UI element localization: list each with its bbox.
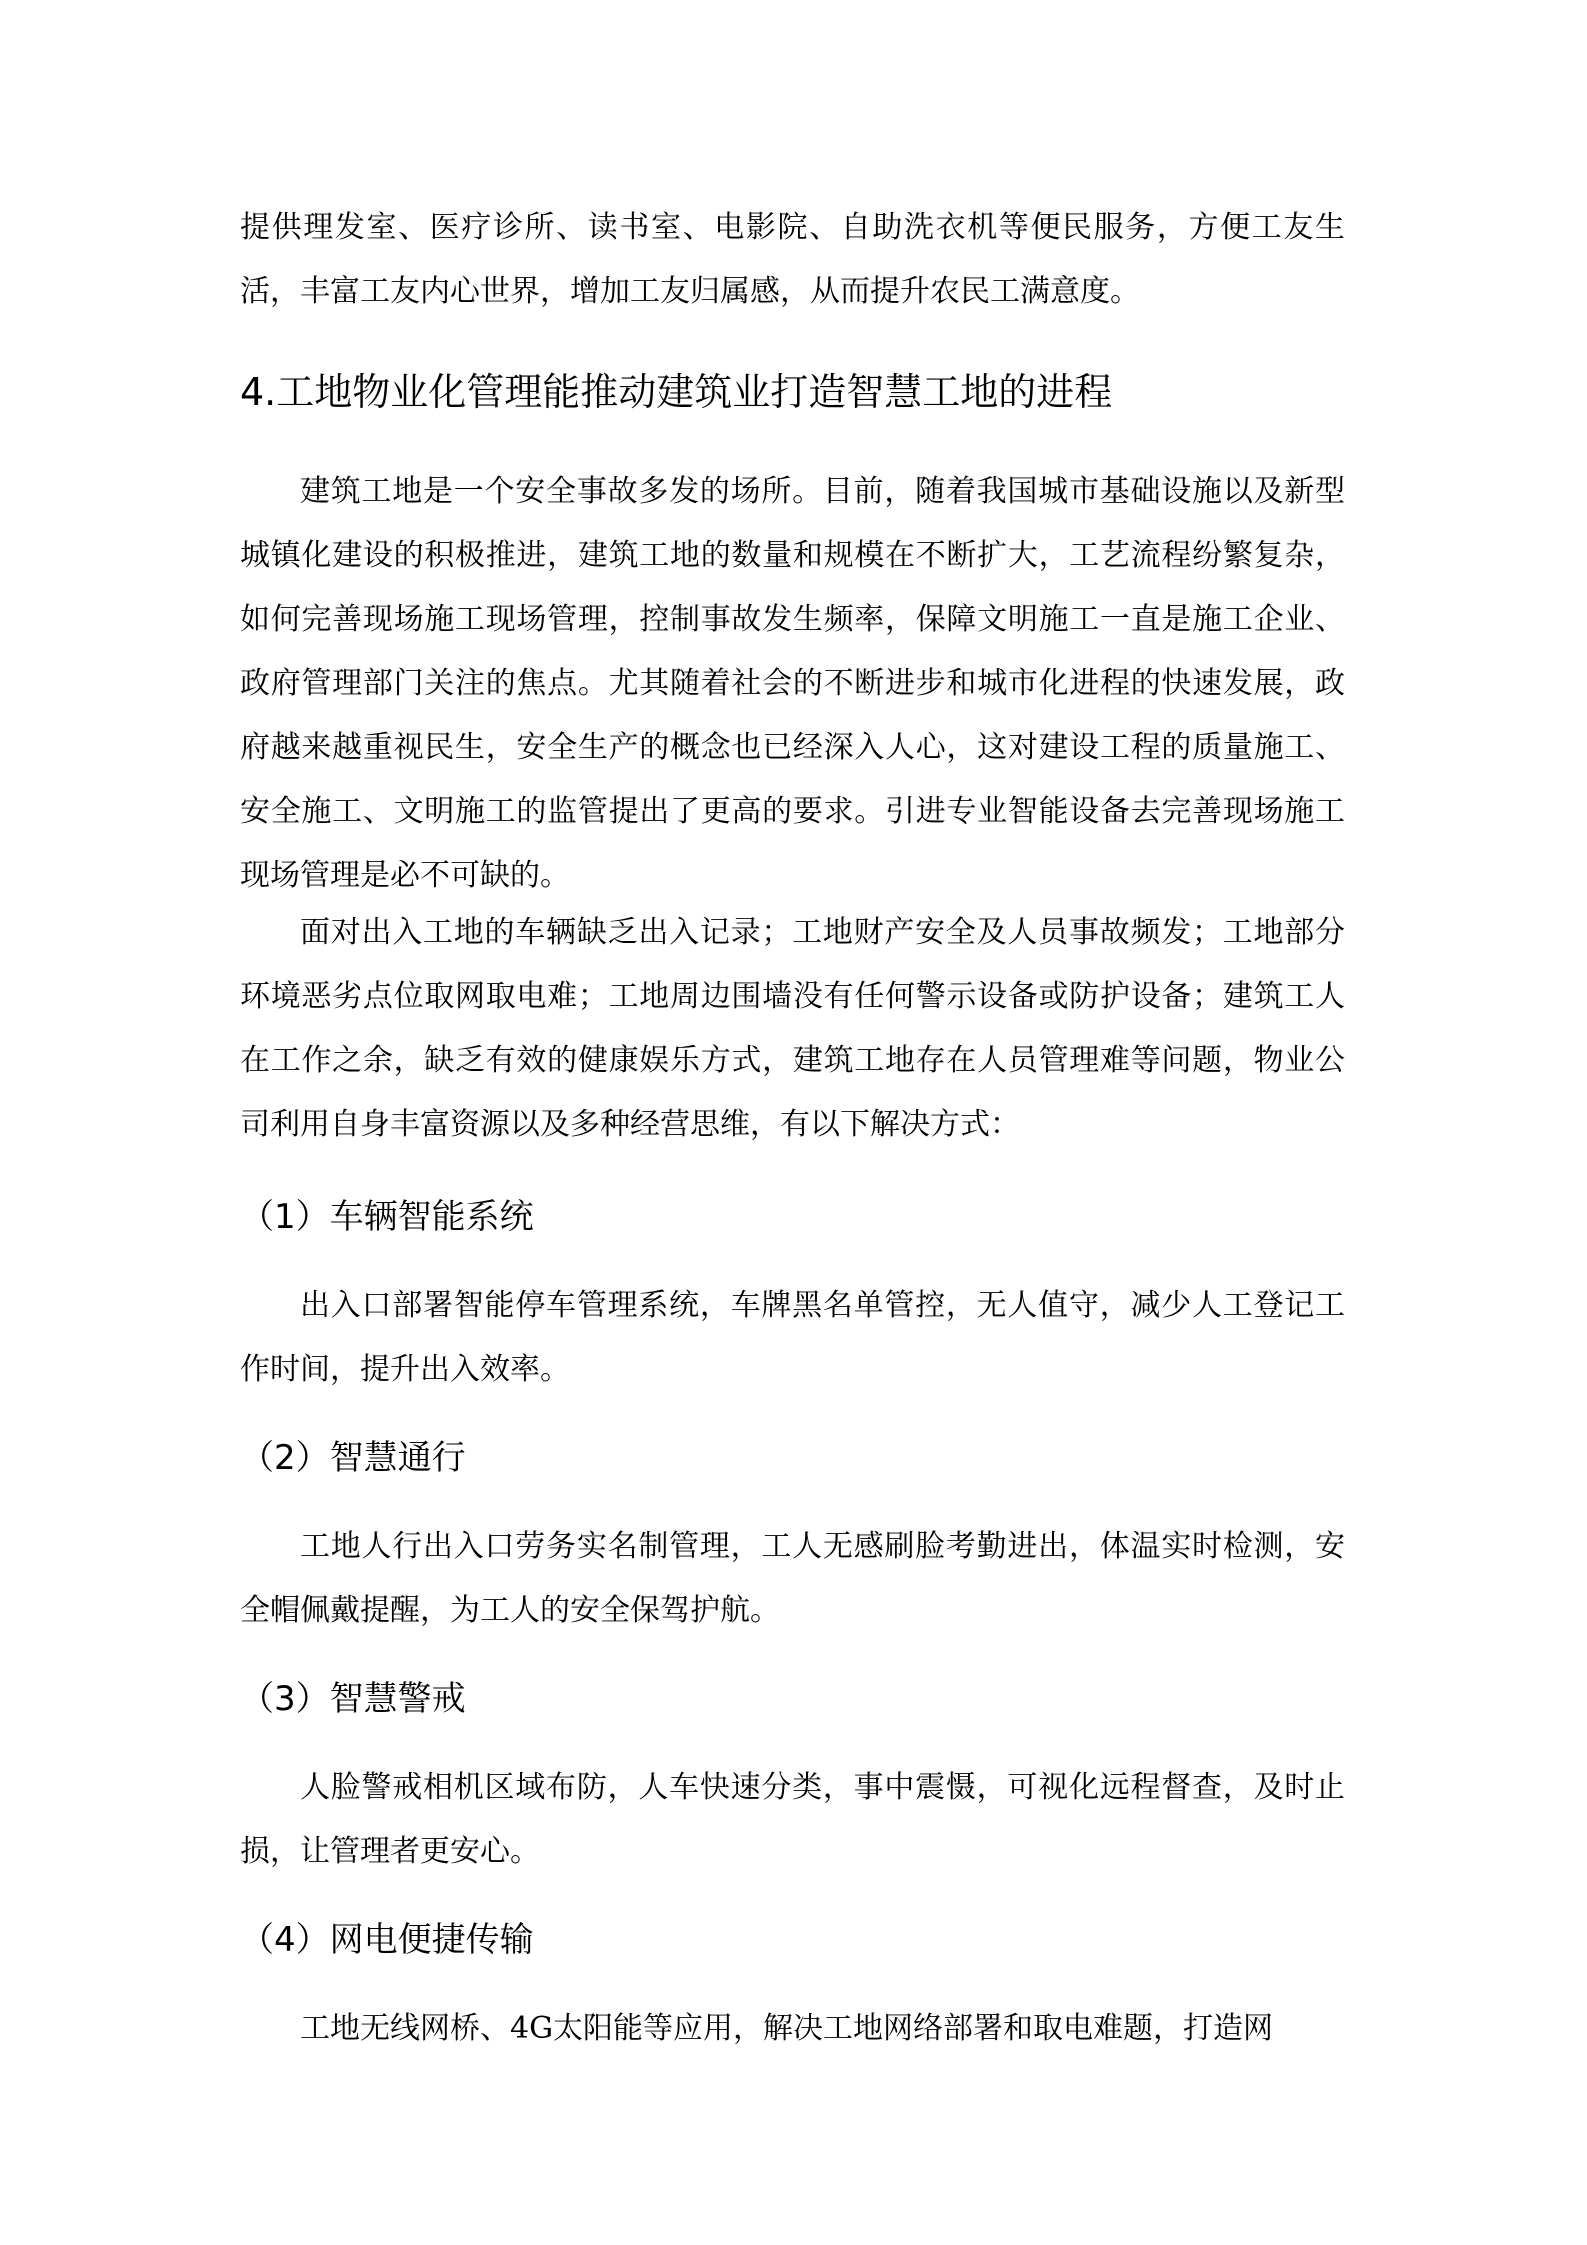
section-4-paragraph-2: 面对出入工地的车辆缺乏出入记录；工地财产安全及人员事故频发；工地部分环境恶劣点位取网取电难；工地周边围墙没有任何警示设备或防护设备；建筑工人在工作之余，缺乏有效的健康娱乐方式，建筑工地存在人员管理难等问题，物业公司利用自身丰富资源以及多种经营思维，有以下解决方式：: [240, 915, 1345, 1142]
section-4-heading: 4.工地物业化管理能推动建筑业打造智慧工地的进程: [240, 370, 1113, 414]
item-4-title: （4）网电便捷传输: [240, 1920, 534, 1960]
item-1-body: 出入口部署智能停车管理系统，车牌黑名单管控，无人值守，减少人工登记工作时间，提升出入效率。: [240, 1288, 1345, 1387]
continuation-paragraph: 提供理发室、医疗诊所、读书室、电影院、自助洗衣机等便民服务，方便工友生活，丰富工友内心世界，增加工友归属感，从而提升农民工满意度。: [240, 210, 1345, 309]
item-2-title: （2）智慧通行: [240, 1438, 466, 1478]
item-3-title: （3）智慧警戒: [240, 1679, 466, 1719]
item-1-title: （1）车辆智能系统: [240, 1197, 534, 1237]
item-4-body: 工地无线网桥、4G太阳能等应用，解决工地网络部署和取电难题，打造网: [300, 2011, 1274, 2046]
item-3-body: 人脸警戒相机区域布防，人车快速分类，事中震慑，可视化远程督查，及时止损，让管理者更安心。: [240, 1770, 1345, 1869]
section-4-paragraph-1: 建筑工地是一个安全事故多发的场所。目前，随着我国城市基础设施以及新型城镇化建设的积极推进，建筑工地的数量和规模在不断扩大，工艺流程纷繁复杂，如何完善现场施工现场管理，控制事故发生频率，保障文明施工一直是施工企业、政府管理部门关注的焦点。尤其随着社会的不断进步和城市化进程的快速发展，政府越来越重视民生，安全生产的概念也已经深入人心，这对建设工程的质量施工、安全施工、文明施工的监管提出了更高的要求。引进专业智能设备去完善现场施工现场管理是必不可缺的。: [240, 474, 1345, 893]
item-2-body: 工地人行出入口劳务实名制管理，工人无感刷脸考勤进出，体温实时检测，安全帽佩戴提醒，为工人的安全保驾护航。: [240, 1529, 1345, 1628]
